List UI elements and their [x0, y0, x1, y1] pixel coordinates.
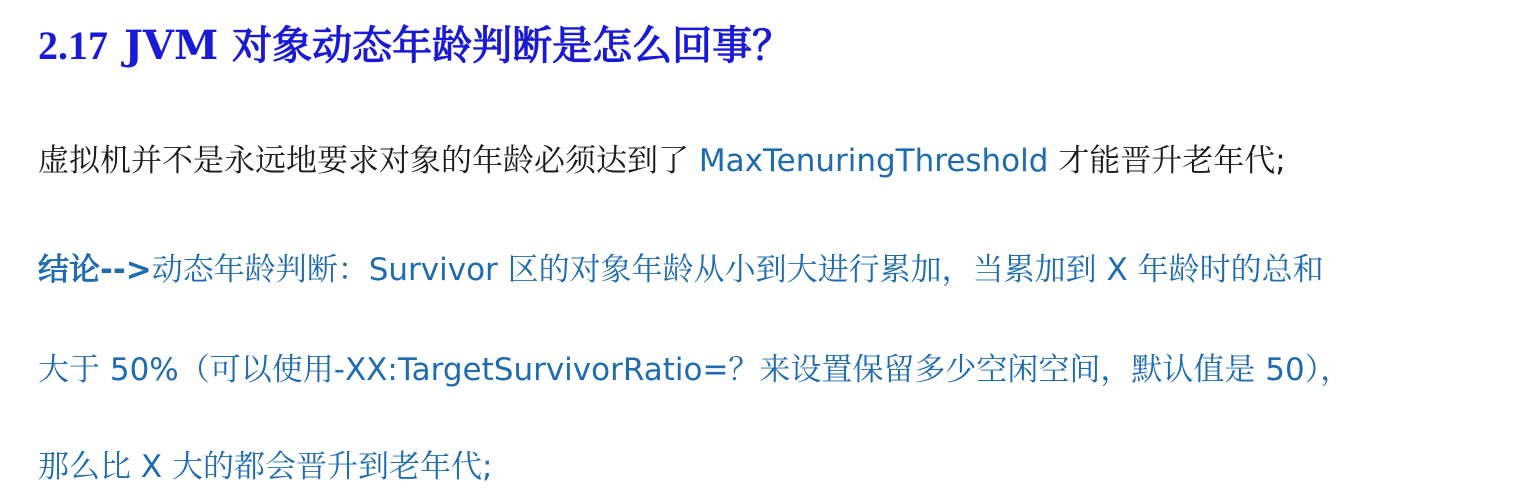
conclusion-text-3: 那么比 X 大的都会晋升到老年代;	[38, 449, 493, 485]
conclusion-text-1: 动态年龄判断：Survivor 区的对象年龄从小到大进行累加，当累加到 X 年龄时的总和	[151, 252, 1324, 288]
section-heading	[38, 14, 792, 78]
conclusion-label: 结论-->	[38, 252, 152, 288]
section-title: JVM 对象动态年龄判断是怎么回事？	[124, 22, 793, 69]
paragraph-intro	[38, 136, 1286, 186]
conclusion-line-3	[38, 442, 492, 492]
intro-text-end: 才能晋升老年代;	[1058, 143, 1286, 179]
conclusion-line-1	[38, 245, 1324, 295]
intro-text-start: 虚拟机并不是永远地要求对象的年龄必须达到了	[38, 143, 689, 179]
max-tenuring-threshold-param: MaxTenuringThreshold	[698, 143, 1049, 179]
conclusion-line-2	[38, 345, 1351, 395]
section-number: 2.17	[38, 23, 108, 68]
conclusion-text-2: 大于 50%（可以使用-XX:TargetSurvivorRatio=？来设置保留多少空闲空间，默认值是 50），	[38, 352, 1352, 388]
